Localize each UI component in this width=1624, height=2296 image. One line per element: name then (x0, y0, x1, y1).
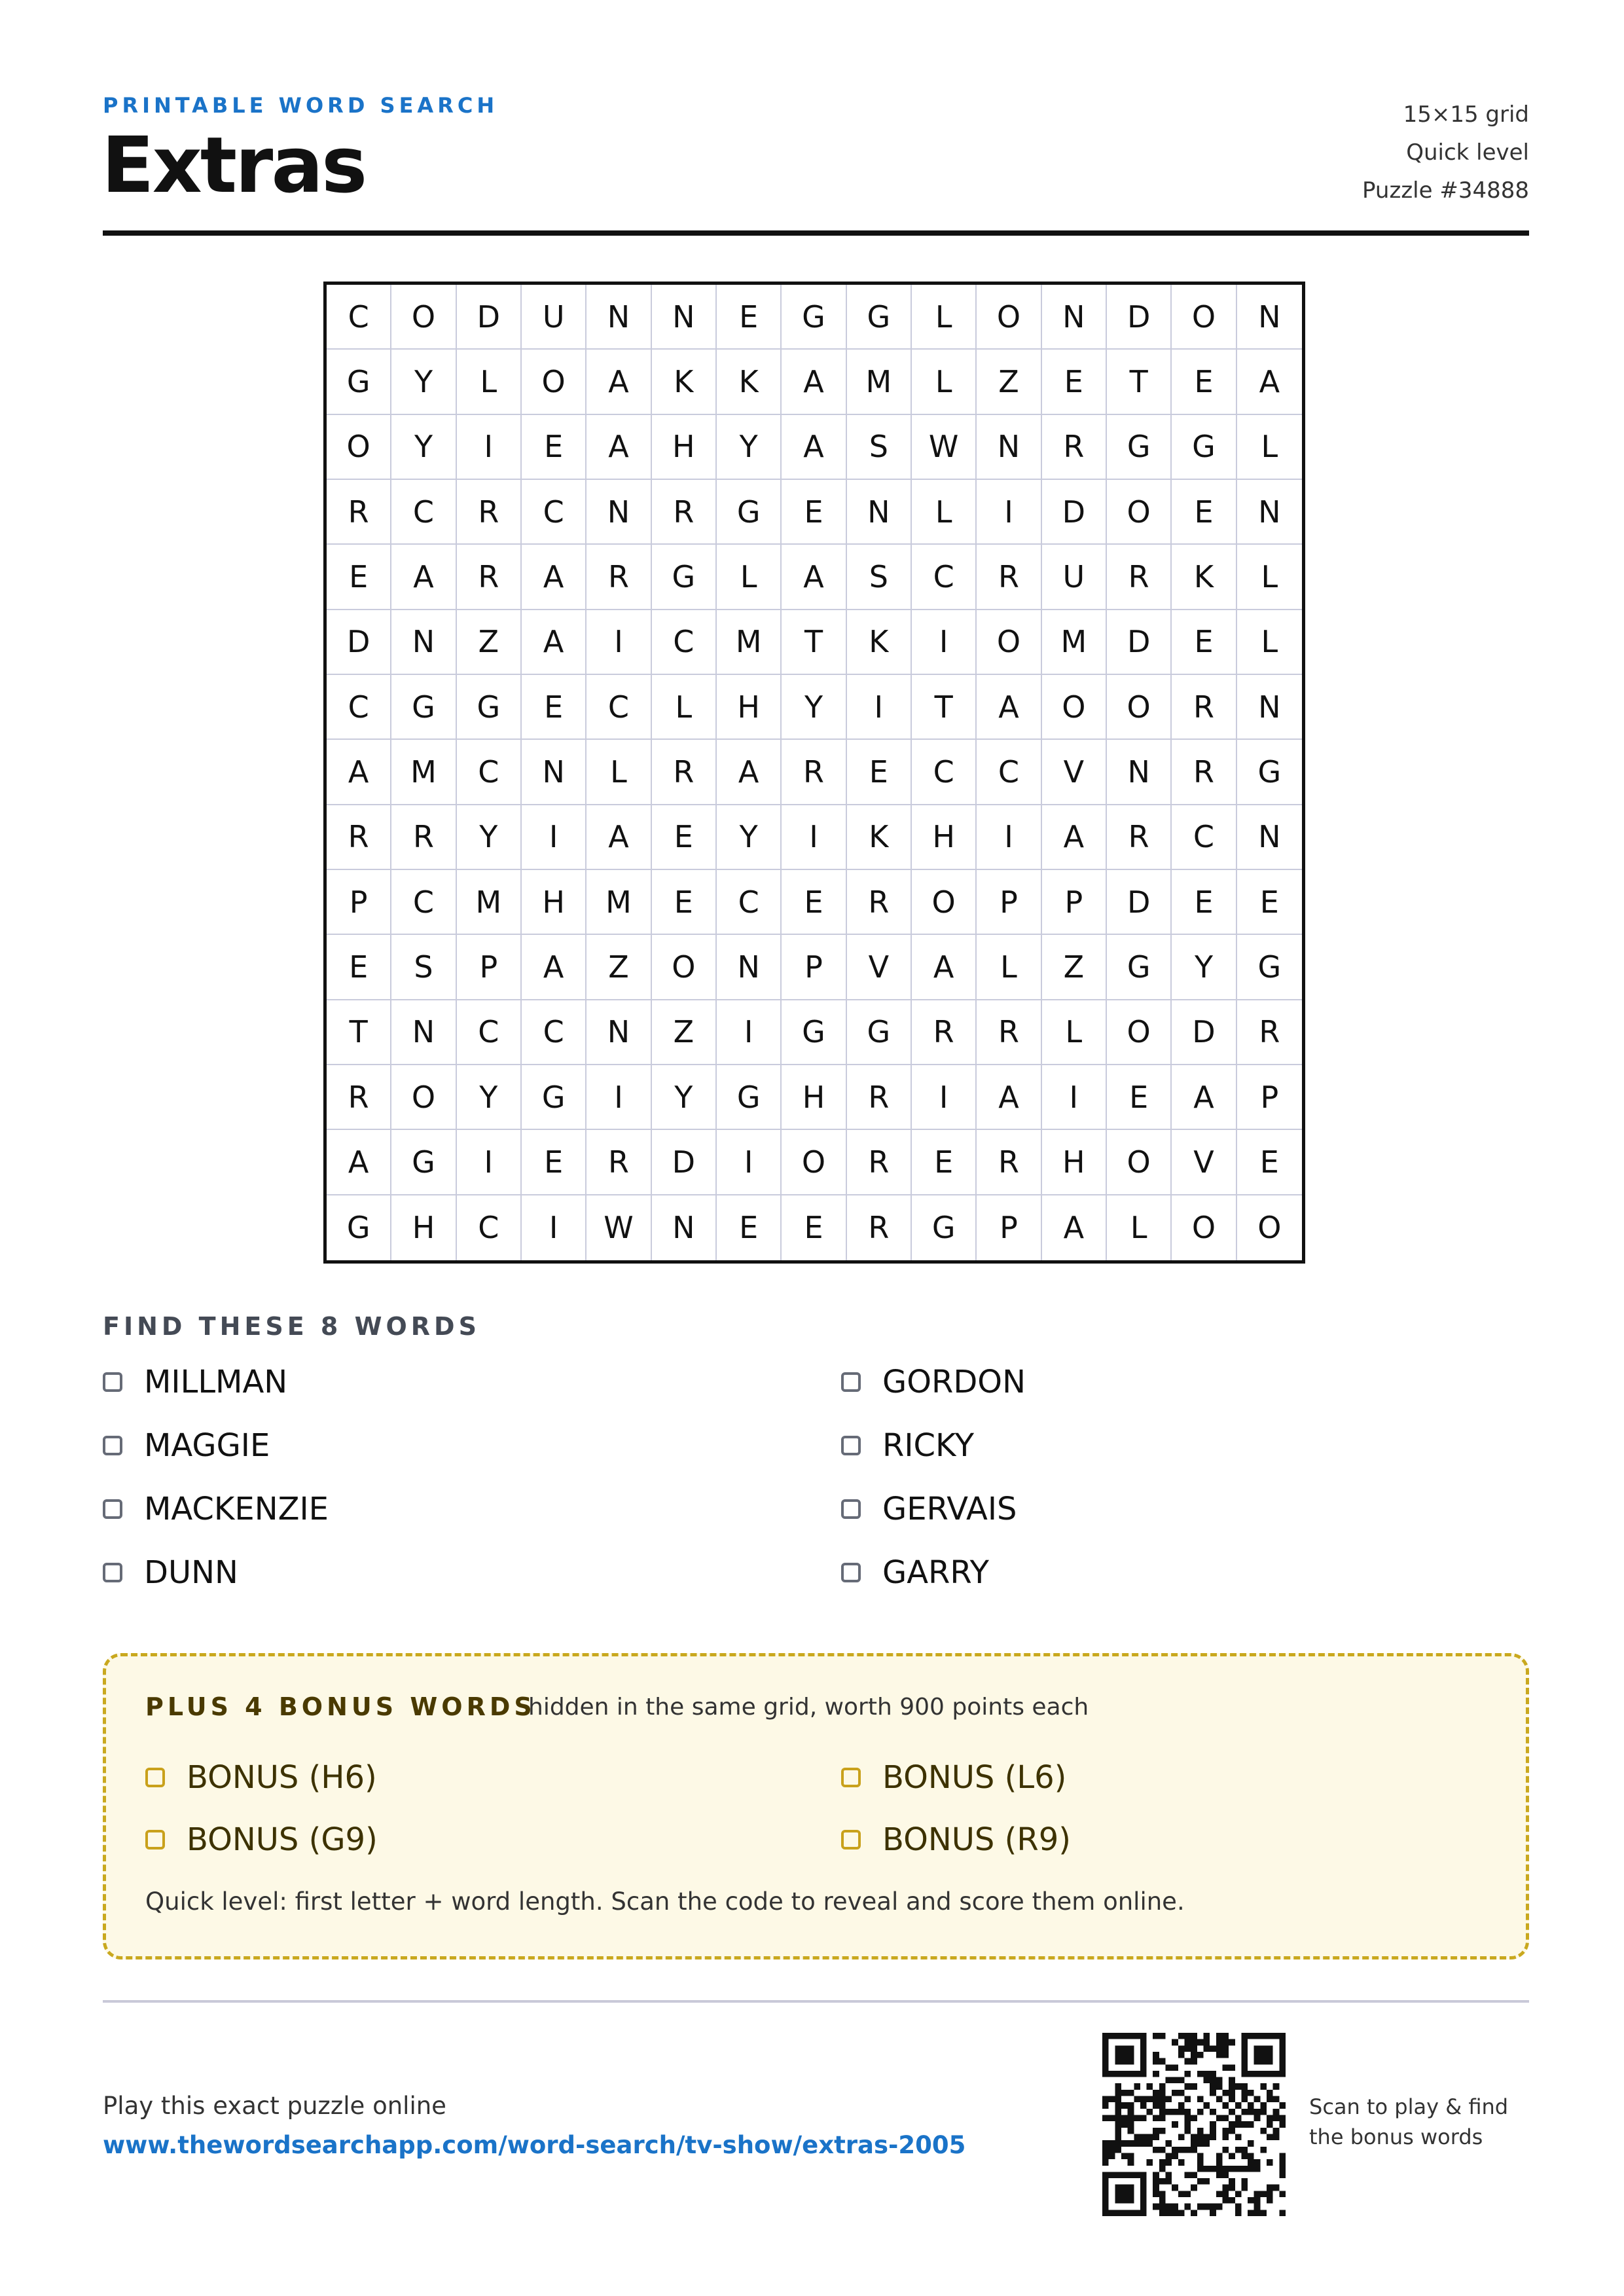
grid-cell[interactable]: E (652, 870, 717, 935)
grid-cell[interactable]: O (1257, 1210, 1282, 1246)
puzzle-number: Puzzle #34888 (1362, 177, 1529, 204)
grid-cell[interactable]: A (782, 350, 846, 414)
grid-cell[interactable]: O (652, 935, 717, 1000)
grid-cell[interactable]: O (1107, 1000, 1172, 1065)
grid-cell[interactable]: Z (652, 1000, 717, 1065)
grid-cell[interactable]: O (391, 285, 456, 350)
grid-cell[interactable]: M (391, 740, 456, 805)
grid-cell[interactable]: Z (586, 935, 651, 1000)
grid-cell[interactable]: Y (717, 415, 782, 480)
grid-cell[interactable]: A (586, 805, 651, 870)
grid-cell[interactable]: A (1237, 350, 1302, 414)
grid-cell[interactable]: N (1042, 285, 1107, 350)
grid-cell[interactable]: L (1042, 1000, 1107, 1065)
grid-cell[interactable]: E (1172, 480, 1236, 545)
grid-cell[interactable]: A (1042, 1195, 1107, 1260)
word-item[interactable] (841, 1550, 989, 1595)
grid-cell[interactable]: C (1172, 805, 1236, 870)
grid-cell[interactable]: V (1042, 740, 1107, 805)
grid-cell[interactable]: G (782, 285, 846, 350)
grid-cell[interactable]: O (391, 1065, 456, 1130)
bonus-word-item[interactable] (145, 1817, 378, 1863)
grid-cell[interactable]: A (522, 545, 586, 610)
grid-cell[interactable]: H (1042, 1130, 1107, 1195)
puzzle-meta (1362, 96, 1529, 210)
grid-cell[interactable]: A (1172, 1065, 1236, 1130)
grid-cell[interactable]: E (1172, 870, 1236, 935)
bonus-note: Quick level: first letter + word length. Scan the code to reveal and score them online. (145, 1887, 1185, 1916)
grid-cell[interactable]: I (912, 610, 977, 675)
grid-cell[interactable]: I (912, 1065, 977, 1130)
grid-cell[interactable]: N (1237, 675, 1302, 740)
grid-cell[interactable]: H (782, 1065, 846, 1130)
grid-cell[interactable]: P (977, 870, 1041, 935)
grid-cell[interactable]: E (1107, 1065, 1172, 1130)
grid-cell[interactable]: G (912, 1195, 977, 1260)
grid-cell[interactable]: A (782, 545, 846, 610)
grid-cell[interactable]: U (522, 285, 586, 350)
grid-cell[interactable]: L (1107, 1195, 1172, 1260)
grid-cell[interactable]: M (457, 870, 522, 935)
grid-cell[interactable]: N (586, 480, 651, 545)
grid-cell[interactable]: Y (391, 415, 456, 480)
grid-cell[interactable]: G (847, 285, 912, 350)
grid-cell[interactable]: C (717, 870, 782, 935)
grid-cell[interactable]: L (652, 675, 717, 740)
grid-cell[interactable]: G (847, 1000, 912, 1065)
bonus-word-label: BONUS (R9) (882, 1821, 1071, 1858)
page-title: Extras (101, 120, 366, 210)
bonus-panel (103, 1653, 1529, 1959)
word-item[interactable] (841, 1423, 974, 1468)
grid-cell[interactable]: Y (717, 805, 782, 870)
grid-cell[interactable]: R (847, 1130, 912, 1195)
grid-cell[interactable]: M (586, 870, 651, 935)
word-item[interactable] (103, 1423, 270, 1468)
qr-code-icon[interactable] (1102, 2033, 1286, 2216)
grid-cell[interactable]: O (1107, 1130, 1172, 1195)
grid-cell[interactable]: O (912, 870, 977, 935)
grid-cell[interactable]: E (327, 545, 391, 610)
grid-cell[interactable]: N (1237, 805, 1302, 870)
word-label: GERVAIS (882, 1491, 1017, 1527)
grid-cell[interactable]: R (847, 870, 912, 935)
word-label: GORDON (882, 1364, 1026, 1400)
grid-cell[interactable]: V (847, 935, 912, 1000)
grid-cell[interactable]: E (782, 870, 846, 935)
grid-cell[interactable]: R (457, 545, 522, 610)
bonus-word-label: BONUS (G9) (187, 1821, 378, 1858)
grid-cell[interactable]: G (717, 480, 782, 545)
grid-cell[interactable]: N (977, 415, 1041, 480)
grid-cell[interactable]: T (782, 610, 846, 675)
grid-cell[interactable]: N (586, 1000, 651, 1065)
grid-cell[interactable]: R (327, 805, 391, 870)
grid-cell[interactable]: G (652, 545, 717, 610)
grid-cell[interactable]: N (391, 1000, 456, 1065)
grid-cell[interactable]: M (717, 610, 782, 675)
header-divider (103, 230, 1529, 236)
grid-cell[interactable]: D (327, 610, 391, 675)
grid-cell[interactable]: Y (457, 1065, 522, 1130)
grid-cell[interactable]: H (717, 675, 782, 740)
checkbox-icon[interactable] (103, 1499, 122, 1519)
grid-cell[interactable]: R (977, 1130, 1041, 1195)
grid-cell[interactable]: N (1237, 285, 1302, 350)
grid-cell[interactable]: G (717, 1065, 782, 1130)
grid-cell[interactable]: S (847, 545, 912, 610)
grid-cell[interactable]: O (1042, 675, 1107, 740)
checkbox-icon[interactable] (145, 1768, 165, 1787)
grid-cell[interactable]: Z (457, 610, 522, 675)
grid-cell[interactable]: R (1107, 545, 1172, 610)
grid-cell[interactable]: D (1107, 285, 1172, 350)
grid-cell[interactable]: N (1107, 740, 1172, 805)
grid-cell[interactable]: I (457, 415, 522, 480)
grid-cell[interactable]: R (782, 740, 846, 805)
word-item[interactable] (841, 1486, 1017, 1532)
bonus-word-label: BONUS (H6) (187, 1759, 377, 1796)
grid-cell[interactable]: I (717, 1000, 782, 1065)
grid-cell[interactable]: H (652, 415, 717, 480)
grid-cell[interactable]: E (1172, 610, 1236, 675)
grid-cell[interactable]: I (847, 675, 912, 740)
grid-cell[interactable]: I (522, 805, 586, 870)
grid-cell[interactable]: R (912, 1000, 977, 1065)
grid-cell[interactable]: T (327, 1000, 391, 1065)
grid-cell[interactable]: E (912, 1130, 977, 1195)
scan-caption-line: the bonus words (1309, 2124, 1483, 2149)
grid-cell[interactable]: K (847, 610, 912, 675)
header-kicker: PRINTABLE WORD SEARCH (103, 93, 499, 118)
grid-cell[interactable]: W (912, 415, 977, 480)
grid-cell[interactable]: A (977, 675, 1041, 740)
grid-cell[interactable]: T (912, 675, 977, 740)
grid-cell[interactable]: O (782, 1130, 846, 1195)
grid-cell[interactable]: R (586, 1130, 651, 1195)
grid-cell[interactable]: A (586, 415, 651, 480)
grid-cell[interactable]: E (522, 675, 586, 740)
grid-cell[interactable]: R (977, 1000, 1041, 1065)
grid-cell[interactable]: L (1237, 545, 1302, 610)
grid-cell[interactable]: A (391, 545, 456, 610)
footer-divider (103, 2000, 1529, 2003)
grid-cell[interactable]: I (457, 1130, 522, 1195)
grid-cell[interactable]: N (847, 480, 912, 545)
checkbox-icon[interactable] (841, 1436, 861, 1455)
grid-cell[interactable]: R (457, 480, 522, 545)
grid-cell[interactable]: E (717, 285, 782, 350)
word-label: GARRY (882, 1554, 989, 1591)
grid-cell[interactable]: D (1107, 870, 1172, 935)
grid-cell[interactable]: E (1237, 1130, 1302, 1195)
grid-cell[interactable]: L (977, 935, 1041, 1000)
grid-cell[interactable]: E (652, 805, 717, 870)
grid-cell[interactable]: V (1172, 1130, 1236, 1195)
grid-cell[interactable]: N (1237, 480, 1302, 545)
grid-cell[interactable]: C (977, 740, 1041, 805)
grid-cell[interactable]: P (1042, 870, 1107, 935)
grid-cell[interactable]: I (1042, 1065, 1107, 1130)
grid-cell[interactable]: L (717, 545, 782, 610)
find-words-heading: FIND THESE 8 WORDS (103, 1312, 480, 1341)
grid-cell[interactable]: C (457, 740, 522, 805)
level-label: Quick level (1406, 139, 1529, 166)
bonus-heading: PLUS 4 BONUS WORDS (145, 1692, 536, 1721)
grid-cell[interactable]: P (782, 935, 846, 1000)
grid-cell[interactable]: R (847, 1065, 912, 1130)
grid-cell[interactable]: A (522, 935, 586, 1000)
grid-cell[interactable]: K (847, 805, 912, 870)
grid-cell[interactable]: Y (457, 805, 522, 870)
grid-cell[interactable]: C (586, 675, 651, 740)
checkbox-icon[interactable] (841, 1563, 861, 1582)
grid-cell[interactable]: N (391, 610, 456, 675)
grid-cell[interactable]: C (522, 1000, 586, 1065)
grid-cell[interactable]: S (847, 415, 912, 480)
grid-cell[interactable]: Z (1042, 935, 1107, 1000)
grid-cell[interactable]: E (717, 1195, 782, 1260)
grid-cell[interactable]: R (1172, 740, 1236, 805)
grid-cell[interactable]: E (522, 415, 586, 480)
grid-cell[interactable]: C (327, 285, 391, 350)
grid-cell[interactable]: D (1042, 480, 1107, 545)
grid-cell[interactable]: D (652, 1130, 717, 1195)
grid-cell[interactable]: G (457, 675, 522, 740)
checkbox-icon[interactable] (103, 1436, 122, 1455)
grid-cell[interactable]: G (1237, 740, 1302, 805)
grid-cell[interactable]: O (1107, 480, 1172, 545)
grid-cell[interactable]: C (391, 870, 456, 935)
grid-cell[interactable]: E (847, 740, 912, 805)
grid-cell[interactable]: M (847, 350, 912, 414)
grid-cell[interactable]: P (327, 870, 391, 935)
grid-cell[interactable]: H (912, 805, 977, 870)
grid-cell[interactable]: L (457, 350, 522, 414)
word-label: MACKENZIE (144, 1491, 329, 1527)
grid-cell[interactable]: G (782, 1000, 846, 1065)
grid-cell[interactable]: U (1042, 545, 1107, 610)
grid-cell[interactable]: G (1107, 935, 1172, 1000)
grid-cell[interactable]: R (1107, 805, 1172, 870)
checkbox-icon[interactable] (841, 1499, 861, 1519)
grid-cell[interactable]: E (1237, 870, 1302, 935)
grid-cell[interactable]: K (717, 350, 782, 414)
word-label: MILLMAN (144, 1364, 288, 1400)
grid-cell[interactable]: D (1107, 610, 1172, 675)
word-label: MAGGIE (144, 1427, 270, 1464)
grid-cell[interactable]: C (457, 1000, 522, 1065)
grid-cell[interactable]: A (912, 935, 977, 1000)
scan-caption (1309, 2092, 1508, 2152)
bonus-word-item[interactable] (145, 1755, 377, 1800)
grid-cell[interactable]: I (977, 480, 1041, 545)
word-label: DUNN (144, 1554, 238, 1591)
grid-cell[interactable]: C (522, 480, 586, 545)
grid-cell[interactable]: I (782, 805, 846, 870)
grid-cell[interactable]: R (1237, 1000, 1302, 1065)
grid-cell[interactable]: O (1172, 285, 1236, 350)
grid-cell[interactable]: L (912, 350, 977, 414)
grid-cell[interactable]: L (1237, 610, 1302, 675)
grid-cell[interactable]: A (1042, 805, 1107, 870)
grid-cell[interactable]: R (652, 740, 717, 805)
grid-cell[interactable]: G (327, 1195, 391, 1260)
checkbox-icon[interactable] (841, 1372, 861, 1392)
grid-cell[interactable]: K (1172, 545, 1236, 610)
checkbox-icon[interactable] (145, 1830, 165, 1850)
grid-cell[interactable]: R (327, 1065, 391, 1130)
word-item[interactable] (103, 1359, 287, 1405)
grid-cell[interactable]: G (327, 350, 391, 414)
grid-cell[interactable]: G (1172, 415, 1236, 480)
grid-cell[interactable]: N (717, 935, 782, 1000)
grid-cell[interactable]: E (782, 1195, 846, 1260)
grid-cell[interactable]: N (586, 285, 651, 350)
grid-cell[interactable]: O (977, 610, 1041, 675)
grid-cell[interactable]: D (457, 285, 522, 350)
grid-cell[interactable]: R (1172, 675, 1236, 740)
grid-cell[interactable]: N (522, 740, 586, 805)
checkbox-icon[interactable] (841, 1768, 861, 1787)
grid-cell[interactable]: R (652, 480, 717, 545)
grid-cell[interactable]: A (977, 1065, 1041, 1130)
puzzle-url-link[interactable]: www.thewordsearchapp.com/word-search/tv-show/extras-2005 (103, 2131, 966, 2159)
grid-cell[interactable]: A (522, 610, 586, 675)
grid-cell[interactable]: M (1042, 610, 1107, 675)
grid-cell[interactable]: R (1042, 415, 1107, 480)
grid-cell[interactable]: K (652, 350, 717, 414)
grid-cell[interactable]: O (327, 415, 391, 480)
grid-cell[interactable]: A (327, 740, 391, 805)
grid-cell[interactable]: E (782, 480, 846, 545)
grid-cell[interactable]: P (977, 1195, 1041, 1260)
grid-cell[interactable]: R (327, 480, 391, 545)
grid-cell[interactable]: H (391, 1195, 456, 1260)
grid-cell[interactable]: N (652, 285, 717, 350)
grid-cell[interactable]: E (522, 1130, 586, 1195)
grid-cell[interactable]: N (652, 1195, 717, 1260)
grid-cell[interactable]: P (1237, 1065, 1302, 1130)
grid-cell[interactable]: A (717, 740, 782, 805)
grid-cell[interactable]: A (782, 415, 846, 480)
grid-cell[interactable]: O (977, 285, 1041, 350)
grid-cell[interactable]: L (586, 740, 651, 805)
bonus-word-label: BONUS (L6) (882, 1759, 1067, 1796)
grid-cell[interactable]: O (1107, 675, 1172, 740)
grid-cell[interactable]: I (522, 1195, 586, 1260)
grid-cell[interactable]: C (912, 740, 977, 805)
grid-cell[interactable]: O (1172, 1195, 1236, 1260)
scan-caption-line: Scan to play & find (1309, 2094, 1509, 2119)
grid-cell[interactable]: E (1042, 350, 1107, 414)
grid-cell[interactable]: C (457, 1195, 522, 1260)
grid-cell[interactable]: R (391, 805, 456, 870)
bonus-word-item[interactable] (841, 1817, 1071, 1863)
grid-cell[interactable]: G (1237, 935, 1302, 1000)
grid-cell[interactable]: G (522, 1065, 586, 1130)
grid-cell[interactable]: I (977, 805, 1041, 870)
checkbox-icon[interactable] (841, 1830, 861, 1850)
grid-cell[interactable]: L (912, 480, 977, 545)
grid-cell[interactable]: I (586, 610, 651, 675)
grid-cell[interactable]: T (1107, 350, 1172, 414)
grid-cell[interactable]: C (912, 545, 977, 610)
word-label: RICKY (882, 1427, 975, 1464)
grid-cell[interactable]: H (522, 870, 586, 935)
bonus-word-item[interactable] (841, 1755, 1066, 1800)
grid-cell[interactable]: D (1172, 1000, 1236, 1065)
grid-cell[interactable]: R (847, 1195, 912, 1260)
letter-grid (323, 282, 1305, 1264)
word-item[interactable] (103, 1550, 238, 1595)
checkbox-icon[interactable] (103, 1563, 122, 1582)
grid-cell[interactable]: Y (782, 675, 846, 740)
grid-cell[interactable]: L (912, 285, 977, 350)
grid-cell[interactable]: Y (391, 350, 456, 414)
grid-cell[interactable]: C (327, 675, 391, 740)
grid-size-label: 15×15 grid (1403, 101, 1529, 128)
grid-cell[interactable]: E (1172, 350, 1236, 414)
grid-cell[interactable]: I (586, 1065, 651, 1130)
grid-cell[interactable]: G (1107, 415, 1172, 480)
grid-cell[interactable]: Y (1172, 935, 1236, 1000)
grid-cell[interactable]: L (1237, 415, 1302, 480)
play-online-label: Play this exact puzzle online (103, 2092, 446, 2120)
grid-cell[interactable]: E (327, 935, 391, 1000)
grid-cell[interactable]: O (522, 350, 586, 414)
grid-cell[interactable]: W (586, 1195, 651, 1260)
grid-cell[interactable]: C (652, 610, 717, 675)
grid-cell[interactable]: G (391, 675, 456, 740)
grid-cell[interactable]: I (717, 1130, 782, 1195)
bonus-subheading: hidden in the same grid, worth 900 points each (528, 1694, 1089, 1721)
word-item[interactable] (103, 1486, 329, 1532)
grid-cell[interactable]: Z (977, 350, 1041, 414)
grid-cell[interactable]: A (327, 1130, 391, 1195)
grid-cell[interactable]: G (391, 1130, 456, 1195)
grid-cell[interactable]: R (586, 545, 651, 610)
grid-cell[interactable]: C (391, 480, 456, 545)
word-item[interactable] (841, 1359, 1026, 1405)
grid-cell[interactable]: A (586, 350, 651, 414)
grid-cell[interactable]: Y (652, 1065, 717, 1130)
grid-cell[interactable]: S (391, 935, 456, 1000)
grid-cell[interactable]: R (977, 545, 1041, 610)
checkbox-icon[interactable] (103, 1372, 122, 1392)
grid-cell[interactable]: P (457, 935, 522, 1000)
